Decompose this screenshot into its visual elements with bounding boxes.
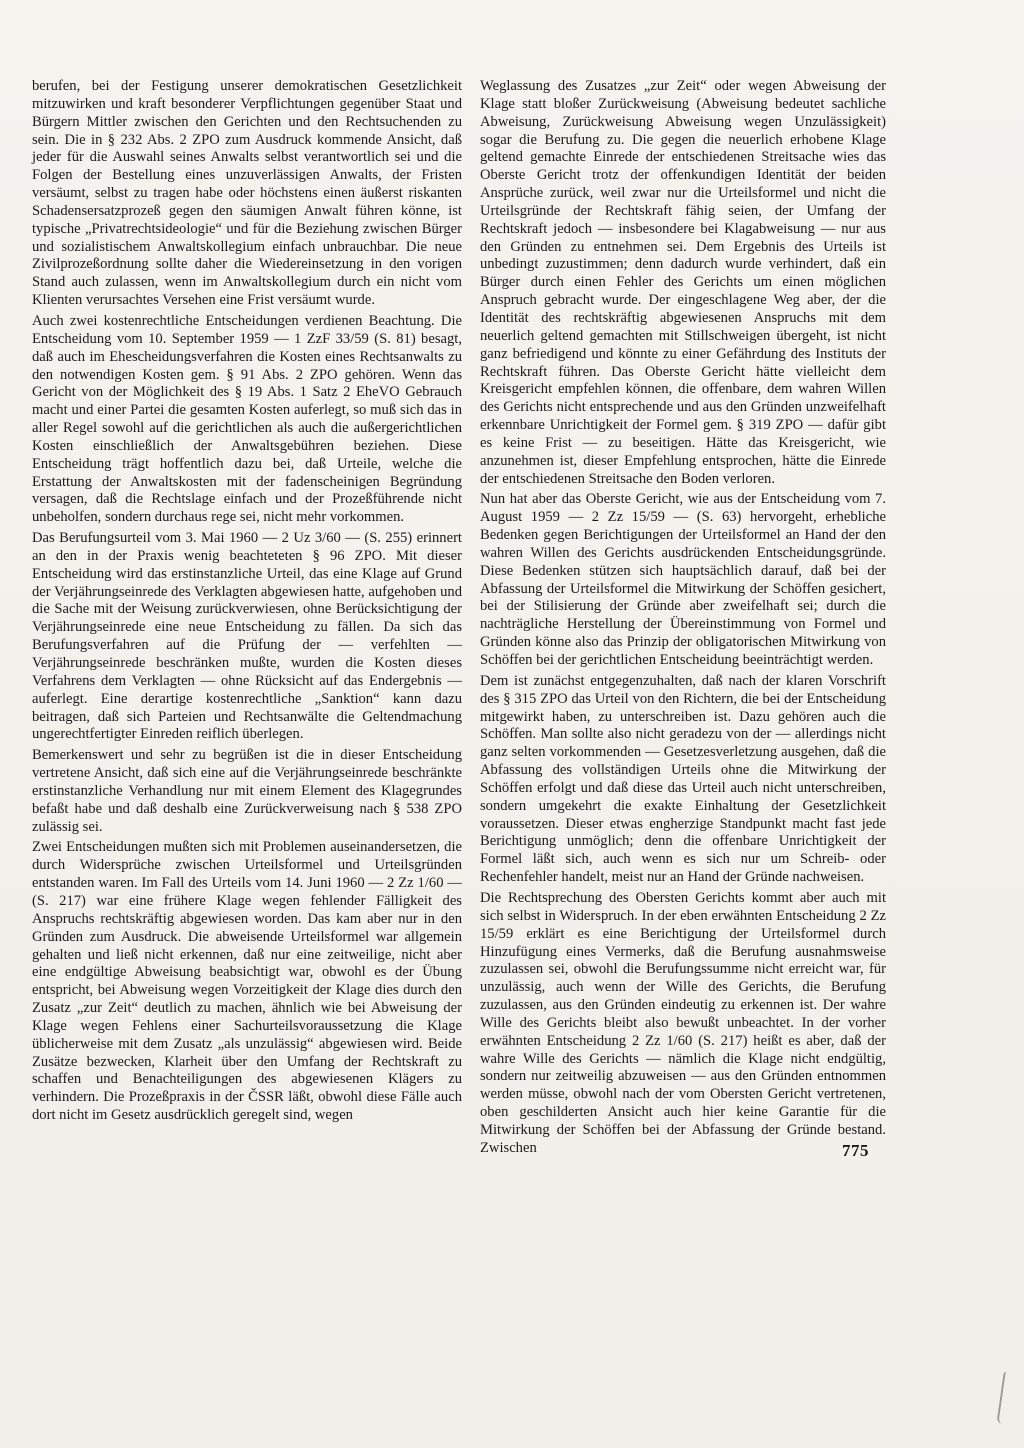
paragraph: Dem ist zunächst entgegenzuhalten, daß nach der klaren Vorschrift des § 315 ZPO das Urteil von den Richtern, die bei der Entscheidung mitgewirkt haben, zu unterschreiben ist. Dazu gehören auch die Schöffen. Man sollte also nicht geradezu von der — allerdings nicht ganz selten vorkommenden — Gesetzesverletzung ausgehen, daß die Abfassung des vollständigen Urteils ohne die Mitwirkung der Schöffen erfolgt und daß diese das Urteil auch nicht unterschreiben, sondern umgekehrt die exakte Einhaltung der Gesetzlichkeit voraussetzen. Dieser etwas engherzige Standpunkt macht fast jede Berichtigung unmöglich; denn die offenbare Unrichtigkeit der Formel läßt sich, auch wenn es sich nur um Schreib- oder Rechenfehler handelt, meist nur an Hand der Gründe nachweisen. bbox=[480, 672, 886, 886]
paragraph: Zwei Entscheidungen mußten sich mit Problemen auseinandersetzen, die durch Widersprüche zwischen Urteilsformel und Urteilsgründen entstanden waren. Im Fall des Urteils vom 14. Juni 1960 — 2 Zz 1/60 — (S. 217) war eine frühere Klage wegen fehlender Fälligkeit des Anspruchs rechtskräftig abgewiesen worden. Das kam aber nur in den Gründen zum Ausdruck. Die abweisende Urteilsformel war allgemein gehalten und ließ nicht erkennen, daß nur eine zeitweilige, nicht aber eine endgültige Abweisung beabsichtigt war, obwohl es der Übung entspricht, bei Abweisung wegen Vorzeitigkeit der Klage dies durch den Zusatz „zur Zeit“ deutlich zu machen, ähnlich wie bei Abweisung der Klage wegen Fehlens einer Sachurteilsvoraussetzung die Klage üblicherweise mit dem Zusatz „als unzulässig“ abgewiesen wird. Beide Zusätze bezwecken, Klarheit über den Umfang der Rechtskraft zu schaffen und Benachteiligungen des abgewiesenen Klägers zu verhindern. Die Prozeßpraxis in der ČSSR läßt, obwohl diese Fälle auch dort nicht im Gesetz ausdrücklich geregelt sind, wegen bbox=[32, 839, 462, 1124]
paragraph: Das Berufungsurteil vom 3. Mai 1960 — 2 Uz 3/60 — (S. 255) erinnert an den in der Praxis wenig beachteteten § 96 ZPO. Mit dieser Entscheidung wird das erstinstanzliche Urteil, das eine Klage auf Grund der Verjährungseinrede des Verklagten abgewiesen hatte, aufgehoben und die Sache mit der Weisung zurückverwiesen, ohne Berücksichtigung der Verjährungseinrede eine neue Entscheidung zu fällen. Da sich das Berufungsverfahren auf die Prüfung der — verfehlten — Verjährungseinrede beschränken mußte, wurden die Kosten dieses Verfahrens dem Verklagten — ohne Rücksicht auf das Endergebnis — auferlegt. Eine derartige kostenrechtliche „Sanktion“ kann dazu beitragen, daß sich Parteien und Rechtsanwälte die Geltendmachung ungerechtfertigter Einreden reiflich überlegen. bbox=[32, 530, 462, 743]
paragraph: Auch zwei kostenrechtliche Entscheidungen verdienen Beachtung. Die Entscheidung vom 10. September 1959 — 1 ZzF 33/59 (S. 81) besagt, daß auch im Ehescheidungsverfahren die Kosten eines Rechtsanwalts zu den notwendigen Kosten gem. § 91 Abs. 2 ZPO gehören. Wenn das Gericht von der Möglichkeit des § 19 Abs. 1 Satz 2 EheVO Gebrauch macht und einer Partei die gesamten Kosten auferlegt, so muß sich das in aller Regel sowohl auf die gerichtlichen als auch die außergerichtlichen Kosten einschließlich der Anwaltsgebühren beziehen. Diese Entscheidung trägt hoffentlich dazu bei, daß Urteile, welche die Erstattung der Anwaltskosten mit der fadenscheinigen Begründung versagen, daß die Rechtslage einfach und der Prozeßführende nicht unbeholfen, sondern durchaus rege sei, nicht mehr vorkommen. bbox=[32, 312, 462, 526]
paragraph: Weglassung des Zusatzes „zur Zeit“ oder wegen Abweisung der Klage statt bloßer Zurückweisung (Abweisung bedeutet sachliche Abweisung, Zurückweisung Abweisung wegen Unzulässigkeit) sogar die Berufung zu. Die gegen die neuerlich erhobene Klage geltend gemachte Einrede der entschiedenen Streitsache wies das Oberste Gericht trotz der offenkundigen Identität der beiden Ansprüche zurück, weil zwar nur die Urteilsformel und nicht die Urteilsgründe der Rechtskraft fähig seien, der Umfang der Rechtskraft jedoch — insbesondere bei Klagabweisung — nur aus den Gründen zu entnehmen sei. Dem Ergebnis des Urteils ist unbedingt zuzustimmen; denn dadurch wurde verhindert, daß ein Bürger durch einen Fehler des Gerichts um einen möglichen Anspruch gebracht wurde. Der eingeschlagene Weg aber, der die Identität des rechtskräftig abgewiesenen Anspruchs mit dem neuerlich geltend gemachten mit Stillschweigen übergeht, ist nicht ganz befriedigend und könnte zu einer Gefährdung des Instituts der Rechtskraft führen. Das Oberste Gericht hätte vielleicht dem Kreisgericht empfehlen können, die offenbare, dem wahren Willen des Gerichts nicht entsprechende und aus den Gründen unzweifelhaft erkennbare Unrichtigkeit der Formel gem. § 319 ZPO — dafür gibt es keine Frist — zu beseitigen. Hätte das Kreisgericht, wie anzunehmen ist, dieser Empfehlung entsprochen, hätte die Einrede der entschiedenen Streitsache den Boden verloren. bbox=[480, 78, 886, 487]
page-number: 775 bbox=[842, 1141, 869, 1160]
paragraph: Bemerkenswert und sehr zu begrüßen ist die in dieser Entscheidung vertretene Ansicht, daß sich eine auf die Verjährungseinrede beschränkte erstinstanzliche Verhandlung nur mit einem Element des Klagegrundes befaßt habe und daß deshalb eine Zurückverweisung nach § 538 ZPO zulässig sei. bbox=[32, 747, 462, 835]
paragraph: Nun hat aber das Oberste Gericht, wie aus der Entscheidung vom 7. August 1959 — 2 Zz 15/59 — (S. 63) hervorgeht, erhebliche Bedenken gegen Berichtigungen der Urteilsformel an Hand der den wahren Willen des Gerichts ausdrückenden Entscheidungsgründe. Diese Bedenken stützen sich hauptsächlich darauf, daß bei der Abfassung der Urteilsformel die Mitwirkung der Schöffen gesichert, bei der Stilisierung der Gründe aber zweifelhaft sei; durch die nachträgliche Herstellung der Übereinstimmung von Formel und Gründen könne also das Prinzip der obligatorischen Mitwirkung von Schöffen bei der gerichtlichen Entscheidung beeinträchtigt werden. bbox=[480, 491, 886, 668]
paragraph: Die Rechtsprechung des Obersten Gerichts kommt aber auch mit sich selbst in Widerspruch. In der eben erwähnten Entscheidung 2 Zz 15/59 erklärt es eine Berichtigung der Urteilsformel durch Hinzufügung eines Vermerks, daß die Berufung ausnahmsweise zuzulassen sei, obwohl die Berufungssumme nicht erreicht war, für unzulässig, auch wenn der Wille des Gerichts, die Berufung zuzulassen, aus den Gründen eindeutig zu erkennen ist. Der wahre Wille des Gerichts bleibt also bewußt unbeachtet. In der vorher erwähnten Entscheidung 2 Zz 1/60 (S. 217) heißt es aber, daß der wahre Wille des Gerichts — nämlich die Klage nicht endgültig, sondern nur zeitweilig abzuweisen — aus den Gründen entnommen werden müsse, obwohl nach der vom Obersten Gericht vertretenen, oben geschilderten Ansicht auch hier keine Garantie für die Mitwirkung der Schöffen bei der Abfassung der Gründe bestand. Zwischen bbox=[480, 889, 886, 1156]
paragraph: berufen, bei der Festigung unserer demokratischen Gesetzlichkeit mitzuwirken und kraft besonderer Verpflichtungen gegenüber Staat und Bürgern Mittler zwischen den Gerichten und den Rechtsuchenden zu sein. Die in § 232 Abs. 2 ZPO zum Ausdruck kommende Ansicht, daß jeder für die Auswahl seines Anwalts selbst verantwortlich sei und die Folgen der Bestellung eines unzuverlässigen Anwalts, der Fristen versäumt, selbst zu tragen habe oder höchstens einen äußerst riskanten Schadensersatzprozeß gegen den säumigen Anwalt führen könne, ist typische „Privatrechtsideologie“ und für die Beziehung zwischen Bürger und sozialistischem Anwaltskollegium einfach unbrauchbar. Die neue Zivilprozeßordnung sollte daher die Wiedereinsetzung in den vorigen Stand auch zulassen, wenn im Anwaltskollegium durch ein nicht vom Klienten verursachtes Versehen eine Frist versäumt wurde. bbox=[32, 78, 462, 309]
left-column bbox=[32, 78, 462, 1128]
right-column bbox=[480, 78, 886, 1161]
page-edge-mark bbox=[996, 1372, 1011, 1425]
